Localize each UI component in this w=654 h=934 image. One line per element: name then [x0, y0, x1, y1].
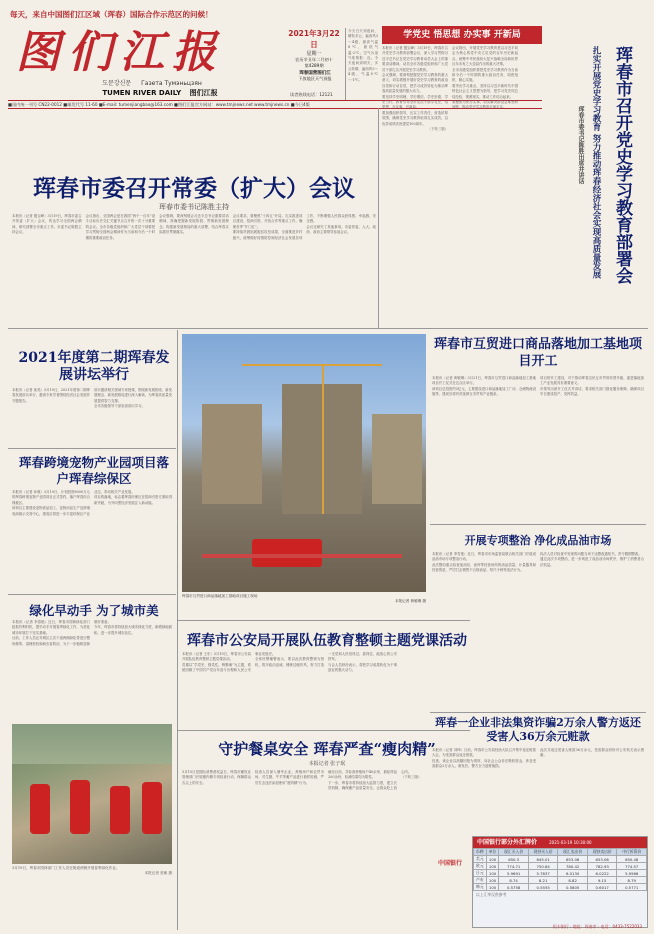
photo-greening	[12, 724, 172, 864]
fx-cell: 美元	[474, 856, 487, 863]
fx-cell: 653.06	[558, 856, 588, 863]
article-food-byline: 本报记者 张子珉	[308, 761, 346, 767]
lead-headline: 珲春市委召开常委（扩大）会议	[33, 175, 355, 202]
article-4-text: 本报讯（记者 李春艳）近日，珲春市园林绿化部门抢抓有利时机，提早动手开展春季绿化工作，为美化城市环境打下坚实基础。 目前，工作人员正对城区主次干道两侧绿化带进行整形修剪、清理枯枝和病虫害防治，为下一步植树造林做好准备。 今年，珲春市将持续加大城市绿化力度，新增绿地面积，进一步提升城市品位。	[12, 620, 172, 646]
fx-row	[474, 877, 647, 884]
slogan: 每天，来自中国图们江区域（珲春）国际合作示范区的问候！	[10, 10, 213, 19]
subtitle-en: TUMEN RIVER DAILY	[102, 89, 182, 97]
issue-number: 第4289期	[304, 63, 324, 68]
right-top-article	[382, 46, 648, 326]
fx-table-box	[472, 836, 648, 928]
fx-cell: 780.42	[558, 863, 588, 870]
fx-cell: 0.5805	[558, 884, 588, 891]
fx-cell: 8.82	[558, 877, 588, 884]
fx-cell: 6.0222	[587, 870, 617, 877]
banner: 学党史 悟思想 办实事 开新局	[382, 26, 542, 44]
fx-cell: 8.74	[499, 877, 529, 884]
masthead-subtitle-cn	[52, 78, 252, 87]
fx-row	[474, 863, 647, 870]
date-block	[286, 28, 342, 69]
weather-text: 今天白天到夜间，晴转多云，偏西风3～4级，最高气温8℃，最低气温-2℃。空气污染气象预报：良。今天夜间到明天，多云转晴，偏西风3～4级，气温8℃～-1℃。	[348, 29, 378, 82]
subtitle-cn: 图们江报	[189, 89, 218, 97]
weather-subtitle: 下放地区天气预报	[298, 76, 332, 81]
fx-title-bar	[473, 837, 647, 848]
article-food-headline: 守护餐桌安全 珲春严查“瘦肉精”	[218, 740, 436, 758]
weather-title: 珲春国营图们江	[299, 71, 331, 76]
fx-cell: 653.06	[587, 856, 617, 863]
article-police-headline: 珲春市公安局开展队伍教育整顿主题党课活动	[187, 633, 467, 649]
article-trade-headline: 珲春市互贸进口商品落地加工基地项目开工	[433, 337, 642, 369]
info-bar: ■国内统一刊号 CN22-0012 ■邮发代号 11-60 ■E-mail: tumenjiangbao@163.com ■图们江报官方网站：www.tmjnews.net www.tmjnews.cn ■今日4版	[8, 102, 310, 107]
photo-greening-caption: 3月19日，珲春市园林部门工作人员在街道两侧开展春季绿化作业。 本报记者 张朝 摄	[12, 866, 172, 876]
masthead-subtitle-en	[60, 88, 260, 98]
article-trade-text: 本报讯（记者 黄敏琳）3月21日，珲春市互贸进口商品落地加工基地项目开工仪式在边合区举行。 该项目总投资约3亿元，主要建设进口商品落地加工厂房、仓储物流设施等，建成后将有效延伸互市贸易产业链条。 项目的开工建设，对于推动珲春边民互市贸易转型升级、促进落地加工产业发展具有重要意义。 市领导出席开工仪式并讲话，要求相关部门强化服务保障，确保项目早日建成投产、发挥效益。	[432, 376, 644, 397]
fx-cell: 日元	[474, 870, 487, 877]
fx-cell: 774.71	[499, 863, 529, 870]
fx-cell: 650.3	[499, 856, 529, 863]
fx-header-cell: 现钞卖出价	[587, 849, 617, 856]
fx-cell: 0.5758	[499, 884, 529, 891]
article-3-headline: 珲春跨境宠物产业园项目落户珲春综保区	[18, 455, 169, 486]
fx-table	[473, 848, 647, 891]
fx-cell: 100	[486, 877, 499, 884]
fx-cell: 774.57	[617, 863, 647, 870]
fx-cell: 0.5771	[617, 884, 647, 891]
fx-row	[474, 884, 647, 891]
fx-row	[474, 870, 647, 877]
date-line: 2021年3月22日	[288, 29, 340, 49]
right-top-text: 本报讯（记者 殷宝峰）3月19日，珲春市召开党史学习教育部署会议，深入学习贯彻习近平总书记在党史学习教育动员大会上的重要讲话精神，动员全市各级党组织和广大党员干部扎实开展党史学习教育。 会议强调，要深刻把握党史学习教育的重大意义，切实增强开展好党史学习教育的政治自觉和行动自觉，把学习成效转化为推动珲春高质量发展的强大动力。 要坚持学史明理、学史增信、学史崇德、学史力行，教育引导全市党员干部学党史、悟思想、办实事、开新局。 要加强组织领导，压实工作责任，营造浓厚氛围，确保党史学习教育取得扎实成效，以优异成绩庆祝建党100周年。 （下转三版）	[382, 46, 448, 132]
fx-cell: 欧元	[474, 863, 487, 870]
subtitle-kr: 도문강신문	[102, 80, 132, 87]
fx-cell: 6.0130	[558, 870, 588, 877]
article-oil-headline: 开展专项整治 净化成品油市场	[464, 534, 612, 547]
fx-cell: 9.15	[587, 877, 617, 884]
lead-text: 本报讯（记者 殷宝峰）3月19日，珲春市委召开常委（扩大）会议，传达学习全国两会精神，研究部署全市重点工作。市委书记陈胜主持会议。 会议指出，全国两会是在我国“两个一百年”奋斗目标历史交汇关键节点召开的一次十分重要的会议。全市各级党组织和广大党员干部要把学习贯彻全国两会精神作为当前和今后一个时期的重要政治任务。 会议强调，要深刻领会习近平总书记重要讲话精神，准确把握新发展阶段、贯彻新发展理念、构建新发展格局的重大部署，结合珲春实际抓好贯彻落实。 会议要求，要聚焦“十四五”开局，扎实推进项目建设、招商引资、开放合作等重点工作，确保首季“开门红”。 要持续巩固拓展脱贫攻坚成果，全面推进乡村振兴，统筹做好疫情防控和经济社会发展各项工作，不断增强人民群众获得感、幸福感、安全感。 会议还研究了其他事项。市委常委、人大、政府、政协主要领导参加会议。	[12, 214, 376, 240]
article-police-text: 本报讯（记者 王东）3月19日，珲春市公安局开展队伍教育整顿主题党课活动。 党课以“学党史、强党性、铸警魂”为主题，系统回顾了中国共产党百年奋斗历程和人民公安事业发展史。 全体民警辅警表示，要以此次教育整顿为契机，筑牢政治忠诚，锤炼过硬作风，努力打造一支党和人民信得过、靠得住、能放心的公安铁军。 与会人员纷纷表示，将把学习成果转化为干事创业的强大动力。	[182, 652, 397, 673]
newspaper-logo: 图们江报	[16, 27, 224, 78]
weather-box	[286, 70, 344, 82]
fx-row	[474, 856, 647, 863]
lunar-date: 农历辛丑年二月初十	[295, 57, 333, 62]
fx-cell: 8.21	[528, 877, 558, 884]
article-oil-text: 本报讯（记者 李雪莲）近日，珲春市市场监管局联合相关部门开展成品油市场专项整治行动。 此次整治重点检查加油站、油库等经营场所的油品质量、计量器具和经营资质，严厉打击销售不合格油品、短斤少两等违法行为。 执法人员对检查中发现的问题当场下达整改通知书，责令限期整改。 通过此次专项整治，进一步规范了成品油市场秩序，维护了消费者合法权益。	[432, 552, 644, 573]
weekday: 星期一	[306, 51, 322, 57]
fx-cell: 卢布	[474, 877, 487, 884]
bank-name: 中国银行	[437, 860, 462, 867]
fx-cell: 0.5555	[528, 884, 558, 891]
hotline: 读者热线电话：12121	[290, 92, 333, 97]
fx-header-cell: 单位	[486, 849, 499, 856]
footer-ad: 恒丰银行 · 地址：珲春市 · 电话：0433-7522033	[552, 924, 642, 929]
fx-header-cell: 中行折算价	[617, 849, 647, 856]
article-2-text: 本报讯（记者 姜美）3月19日，2021年度第二期珲春发展讲坛举行，邀请专家学者围绕经济社会发展作专题报告。 讲坛邀请相关领域专家授课，围绕新发展阶段、新发展理念、新发展格局进行深入解读，为珲春高质量发展提供智力支撑。 全市各级领导干部参加讲坛学习。	[12, 388, 172, 409]
fx-cell: 5.7837	[528, 870, 558, 877]
fx-cell: 100	[486, 870, 499, 877]
fx-header-cell: 现汇卖出价	[558, 849, 588, 856]
photo-construction-caption: 珲春市互贸进口商品落地加工基地项目施工现场 本报记者 黄敏琳 摄	[182, 594, 426, 604]
right-top-subhead: 扎实开展党史学习教育 努力推动珲春经济社会实现高质量发展	[591, 46, 601, 279]
fx-cell: 5.9691	[499, 870, 529, 877]
fx-header-cell: 现汇买入价	[499, 849, 529, 856]
fx-cell: 100	[486, 863, 499, 870]
fx-cell: 750.64	[528, 863, 558, 870]
article-fraud-headline: 珲春一企业非法集资诈骗2万余人警方返还受害人36万余元赃款	[435, 716, 641, 743]
article-food-text: 3月15日是国际消费者权益日，珲春市畜牧业管理部门开展瘦肉精专项检查行动，保障群众舌尖上的安全。 检查人员深入屠宰企业、养殖场户和农贸市场，对生猪、牛羊等畜产品进行抽样检测，严厉打击违法添加使用“瘦肉精”行为。 截至目前，共检查养殖场户40余家，抽检样品200余份，检测结果均为阴性。 下一步，珲春市将持续加大监管力度，建立长效机制，确保畜产品质量安全，让群众吃上放心肉。 （下转三版）	[182, 770, 422, 791]
article-3-text: 本报讯（记者 孙敬）3月19日，计划投资6000万元的珲春跨境宠物产业园项目正式签约，落户珲春综合保税区。 该项目主要建设宠物食品加工、宠物用品生产及跨境电商展示交易中心，建成后将进一步丰富综保区产业业态，带动相关产业发展。 项目的落地，标志着珲春综保区在招商引资方面取得新突破，为外向型经济发展注入新动能。	[12, 490, 172, 516]
fx-cell: 0.6017	[587, 884, 617, 891]
fx-cell: 韩元	[474, 884, 487, 891]
fx-cell: 8.79	[617, 877, 647, 884]
subtitle-ru: Газета Тумэньцзян	[141, 80, 202, 87]
photo-construction	[182, 334, 426, 592]
right-top-text-2: 会议指出，开展党史学习教育是以习近平同志为核心的党中央立足党的百年历史新起点、统筹中华民族伟大复兴战略全局和世界百年未有之大变局作出的重大决策。 全市各级党组织要把党史学习教育作为当前和今后一个时期的重大政治任务，周密组织，精心实施。 要突出学习重点，坚持以习近平新时代中国特色社会主义思想为指导，把学习党史同总结经验、观照现实、推动工作结合起来。 要聚焦为民办实事，切实解决群众急难愁盼问题，推动党史学习教育走深走实。	[452, 46, 518, 110]
fx-cell: 650.48	[617, 856, 647, 863]
fx-cell: 100	[486, 884, 499, 891]
fx-cell: 645.01	[528, 856, 558, 863]
article-2-headline: 2021年度第二期珲春发展讲坛举行	[18, 350, 170, 383]
fx-header-cell: 现钞买入价	[528, 849, 558, 856]
article-fraud-text: 本报讯（记者 刘坤）日前，珲春市公安局经侦大队召开集中返还赃款大会，为受害群众返还赃款。 经查，该企业以高额回报为诱饵，向社会公众非法吸收资金，涉及受害群众2万余人。案发后，警方全力追赃挽损。 此次共返还受害人赃款36万余元，受害群众纷纷对公安机关表示感谢。	[432, 748, 644, 769]
fx-header-cell: 币种	[474, 849, 487, 856]
article-4-headline: 绿化早动手 为了城市美	[29, 603, 159, 618]
fx-note: 以上汇率仅供参考	[476, 892, 507, 897]
fx-cell: 5.9566	[617, 870, 647, 877]
fx-date: 2021-03-19 10:30:00	[549, 840, 592, 845]
fx-title: 中国银行部分外汇牌价	[477, 839, 538, 846]
fx-cell: 100	[486, 856, 499, 863]
lead-byline: 珲春市委书记陈胜主持	[159, 203, 229, 211]
right-top-headline: 珲春市召开党史学习教育部署会	[612, 46, 632, 284]
right-top-byline: 珲春市委书记陈胜出席并讲话	[577, 106, 584, 184]
fx-cell: 782.93	[587, 863, 617, 870]
